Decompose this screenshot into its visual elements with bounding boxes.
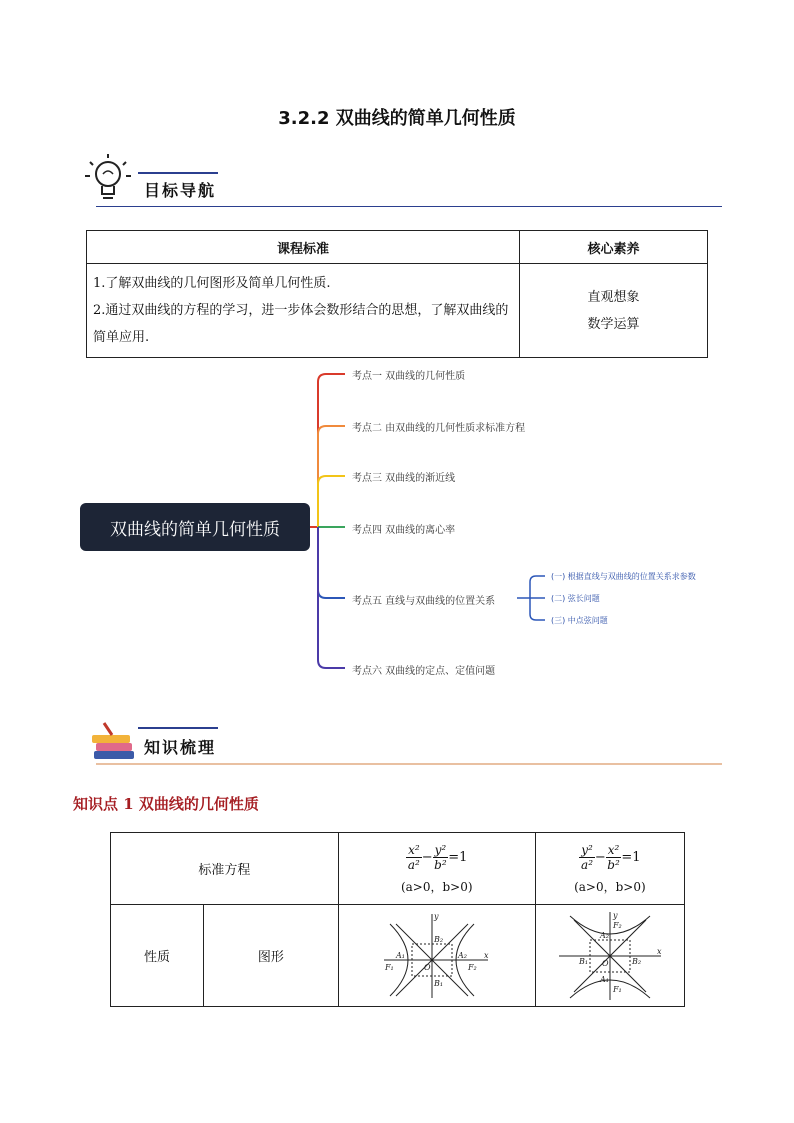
books-icon xyxy=(90,721,138,765)
graph-label: F₁ xyxy=(384,962,394,972)
condition-1: (a>0，b>0) xyxy=(400,879,473,894)
mindmap-branch: 考点四 双曲线的离心率 xyxy=(352,525,456,536)
graph-label: A₁ xyxy=(599,974,609,984)
graph-label: B₁ xyxy=(578,956,588,966)
section-header-goals xyxy=(82,150,722,210)
standard-item: 2.通过双曲线的方程的学习，进一步体会数形结合的思想，了解双曲线的简单应用. xyxy=(93,303,509,345)
equation-1: $\frac{\text{x²}}{\text{a²}}$ − $\frac{\text{y²}}{\text{b²}}$ =1 xyxy=(407,842,468,872)
competency-item: 数学运算 xyxy=(587,316,640,332)
hyperbola-graph-horizontal xyxy=(382,910,492,1002)
graph-label: F₂ xyxy=(612,920,622,930)
graph-label: B₂ xyxy=(631,956,641,966)
graph-label: O xyxy=(601,958,609,968)
graph-label: x xyxy=(483,950,489,960)
mindmap-subbranch: (三) 中点弦问题 xyxy=(551,616,608,625)
mindmap-subbranch: (二) 弦长问题 xyxy=(551,594,600,603)
goals-table xyxy=(86,230,708,358)
graph-label: A₂ xyxy=(599,930,609,940)
graph-label: O xyxy=(423,962,431,972)
equation-2: $\frac{\text{y²}}{\text{a²}}$ − $\frac{\text{x²}}{\text{b²}}$ =1 xyxy=(581,842,641,872)
knowledge-point-heading: 知识点 1 双曲线的几何性质 xyxy=(73,795,259,813)
mindmap-subbranch: (一) 根据直线与双曲线的位置关系求参数 xyxy=(551,572,696,581)
mindmap-root: 双曲线的简单几何性质 xyxy=(80,503,310,551)
row-sublabel: 图形 xyxy=(204,905,339,1007)
page-title: 3.2.2 双曲线的简单几何性质 xyxy=(278,108,516,129)
graph-label: x xyxy=(656,946,662,956)
divider xyxy=(96,206,722,207)
standard-item: 1.了解双曲线的几何图形及简单几何性质. xyxy=(93,276,331,291)
mindmap-branch: 考点二 由双曲线的几何性质求标准方程 xyxy=(352,423,526,434)
graph-label: B₂ xyxy=(433,934,443,944)
mindmap-branch: 考点三 双曲线的渐近线 xyxy=(352,473,456,484)
column-header: 核心素养 xyxy=(520,231,708,264)
condition-2: (a>0，b>0) xyxy=(574,879,646,894)
graph-label: y xyxy=(612,910,618,920)
properties-table xyxy=(110,832,685,1007)
graph-label: F₂ xyxy=(467,962,477,972)
graph-label: F₁ xyxy=(612,984,622,994)
section-label-goals: 目标导航 xyxy=(144,181,217,200)
section-label-knowledge: 知识梳理 xyxy=(144,738,217,757)
hyperbola-graph-vertical xyxy=(555,910,665,1002)
section-header-knowledge xyxy=(82,713,722,773)
column-header: 课程标准 xyxy=(87,231,520,264)
lightbulb-icon xyxy=(82,150,134,208)
mindmap-branch: 考点五 直线与双曲线的位置关系 xyxy=(352,596,496,607)
graph-label: A₂ xyxy=(457,950,467,960)
divider xyxy=(96,763,722,765)
mindmap-branch: 考点六 双曲线的定点、定值问题 xyxy=(352,666,496,677)
row-label: 性质 xyxy=(111,905,204,1007)
graph-label: A₁ xyxy=(395,950,405,960)
row-label: 标准方程 xyxy=(111,833,339,905)
competency-item: 直观想象 xyxy=(587,289,640,305)
graph-label: y xyxy=(433,911,439,921)
mindmap-branch: 考点一 双曲线的几何性质 xyxy=(352,371,466,382)
graph-label: B₁ xyxy=(433,978,443,988)
